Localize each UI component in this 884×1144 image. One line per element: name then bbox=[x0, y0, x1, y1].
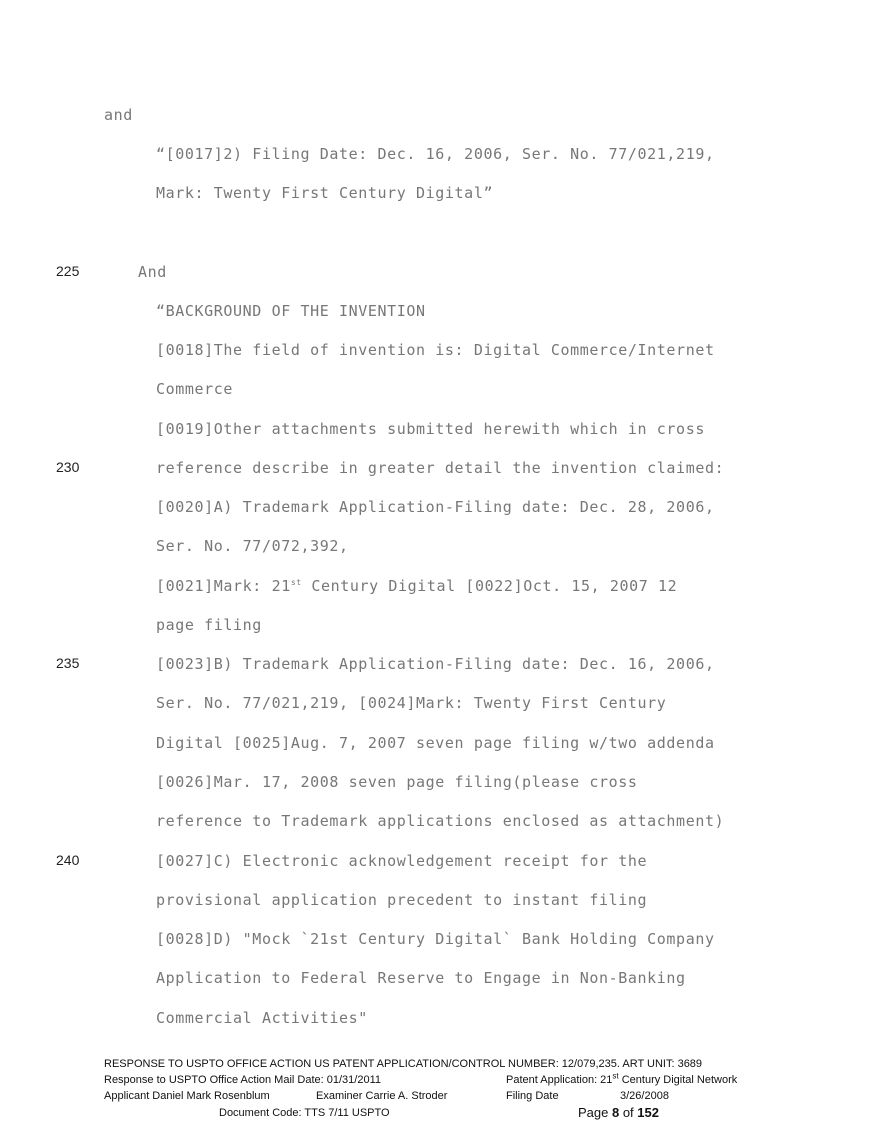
footer-applicant: Applicant Daniel Mark Rosenblum bbox=[104, 1090, 270, 1102]
line-number-225: 225 bbox=[56, 263, 80, 279]
line-number-240: 240 bbox=[56, 852, 80, 868]
footer-filing-date-value: 3/26/2008 bbox=[620, 1090, 669, 1102]
text-line-p0019a: [0019]Other attachments submitted herewith which in cross bbox=[156, 420, 705, 438]
text-line-p0025: Digital [0025]Aug. 7, 2007 seven page filing w/two addenda bbox=[156, 734, 715, 752]
p0021-post: Century Digital [0022]Oct. 15, 2007 12 bbox=[301, 577, 678, 595]
p0021-pre: [0021]Mark: 21 bbox=[156, 577, 291, 595]
footer-mail-date: Response to USPTO Office Action Mail Date: 01/31/2011 bbox=[104, 1074, 381, 1086]
line-number-230: 230 bbox=[56, 459, 80, 475]
line-number-235: 235 bbox=[56, 655, 80, 671]
page-of: of bbox=[619, 1105, 638, 1120]
text-line-p0028a: [0028]D) "Mock `21st Century Digital` Bank Holding Company bbox=[156, 930, 715, 948]
footer-filing-date-label: Filing Date bbox=[506, 1090, 559, 1102]
text-line-p0019b: reference describe in greater detail the invention claimed: bbox=[156, 459, 725, 477]
text-line-quote-1b: Mark: Twenty First Century Digital” bbox=[156, 184, 494, 202]
text-line-p0026b: reference to Trademark applications enclosed as attachment) bbox=[156, 812, 725, 830]
text-line-p0018b: Commerce bbox=[156, 380, 234, 398]
text-line-p0023a: [0023]B) Trademark Application-Filing date: Dec. 16, 2006, bbox=[156, 655, 715, 673]
text-line-p0027b: provisional application precedent to instant filing bbox=[156, 891, 648, 909]
text-line-p0023b: Ser. No. 77/021,219, [0024]Mark: Twenty First Century bbox=[156, 694, 667, 712]
footer-patent-application bbox=[506, 1071, 738, 1086]
footer-patent-rest: Century Digital Network bbox=[618, 1074, 738, 1086]
page-number bbox=[578, 1105, 659, 1120]
page-prefix: Page bbox=[578, 1105, 612, 1120]
text-line-p0028c: Commercial Activities" bbox=[156, 1009, 368, 1027]
text-line-quote-1a: “[0017]2) Filing Date: Dec. 16, 2006, Ser. No. 77/021,219, bbox=[156, 145, 715, 163]
text-line-p0018a: [0018]The field of invention is: Digital Commerce/Internet bbox=[156, 341, 715, 359]
text-line-p0020a: [0020]A) Trademark Application-Filing date: Dec. 28, 2006, bbox=[156, 498, 715, 516]
text-line-and: and bbox=[104, 106, 133, 124]
text-line-p0027a: [0027]C) Electronic acknowledgement receipt for the bbox=[156, 852, 648, 870]
text-line-and-upper: And bbox=[138, 263, 167, 281]
footer-line-1: RESPONSE TO USPTO OFFICE ACTION US PATENT APPLICATION/CONTROL NUMBER: 12/079,235. ART UNIT: 3689 bbox=[104, 1058, 703, 1070]
footer-patent-sup: st bbox=[612, 1071, 619, 1081]
text-line-p0021b: page filing bbox=[156, 616, 262, 634]
text-line-background-heading: “BACKGROUND OF THE INVENTION bbox=[156, 302, 426, 320]
text-line-p0020b: Ser. No. 77/072,392, bbox=[156, 537, 349, 555]
footer-patent-label: Patent Application: 21 bbox=[506, 1074, 613, 1086]
page-total: 152 bbox=[637, 1105, 659, 1120]
text-line-p0026a: [0026]Mar. 17, 2008 seven page filing(please cross bbox=[156, 773, 638, 791]
footer-examiner: Examiner Carrie A. Stroder bbox=[316, 1090, 448, 1102]
footer-document-code: Document Code: TTS 7/11 USPTO bbox=[219, 1107, 390, 1119]
text-line-p0028b: Application to Federal Reserve to Engage in Non-Banking bbox=[156, 969, 686, 987]
p0021-sup: st bbox=[290, 578, 302, 587]
text-line-p0021a bbox=[156, 577, 677, 595]
page-current: 8 bbox=[611, 1105, 620, 1120]
